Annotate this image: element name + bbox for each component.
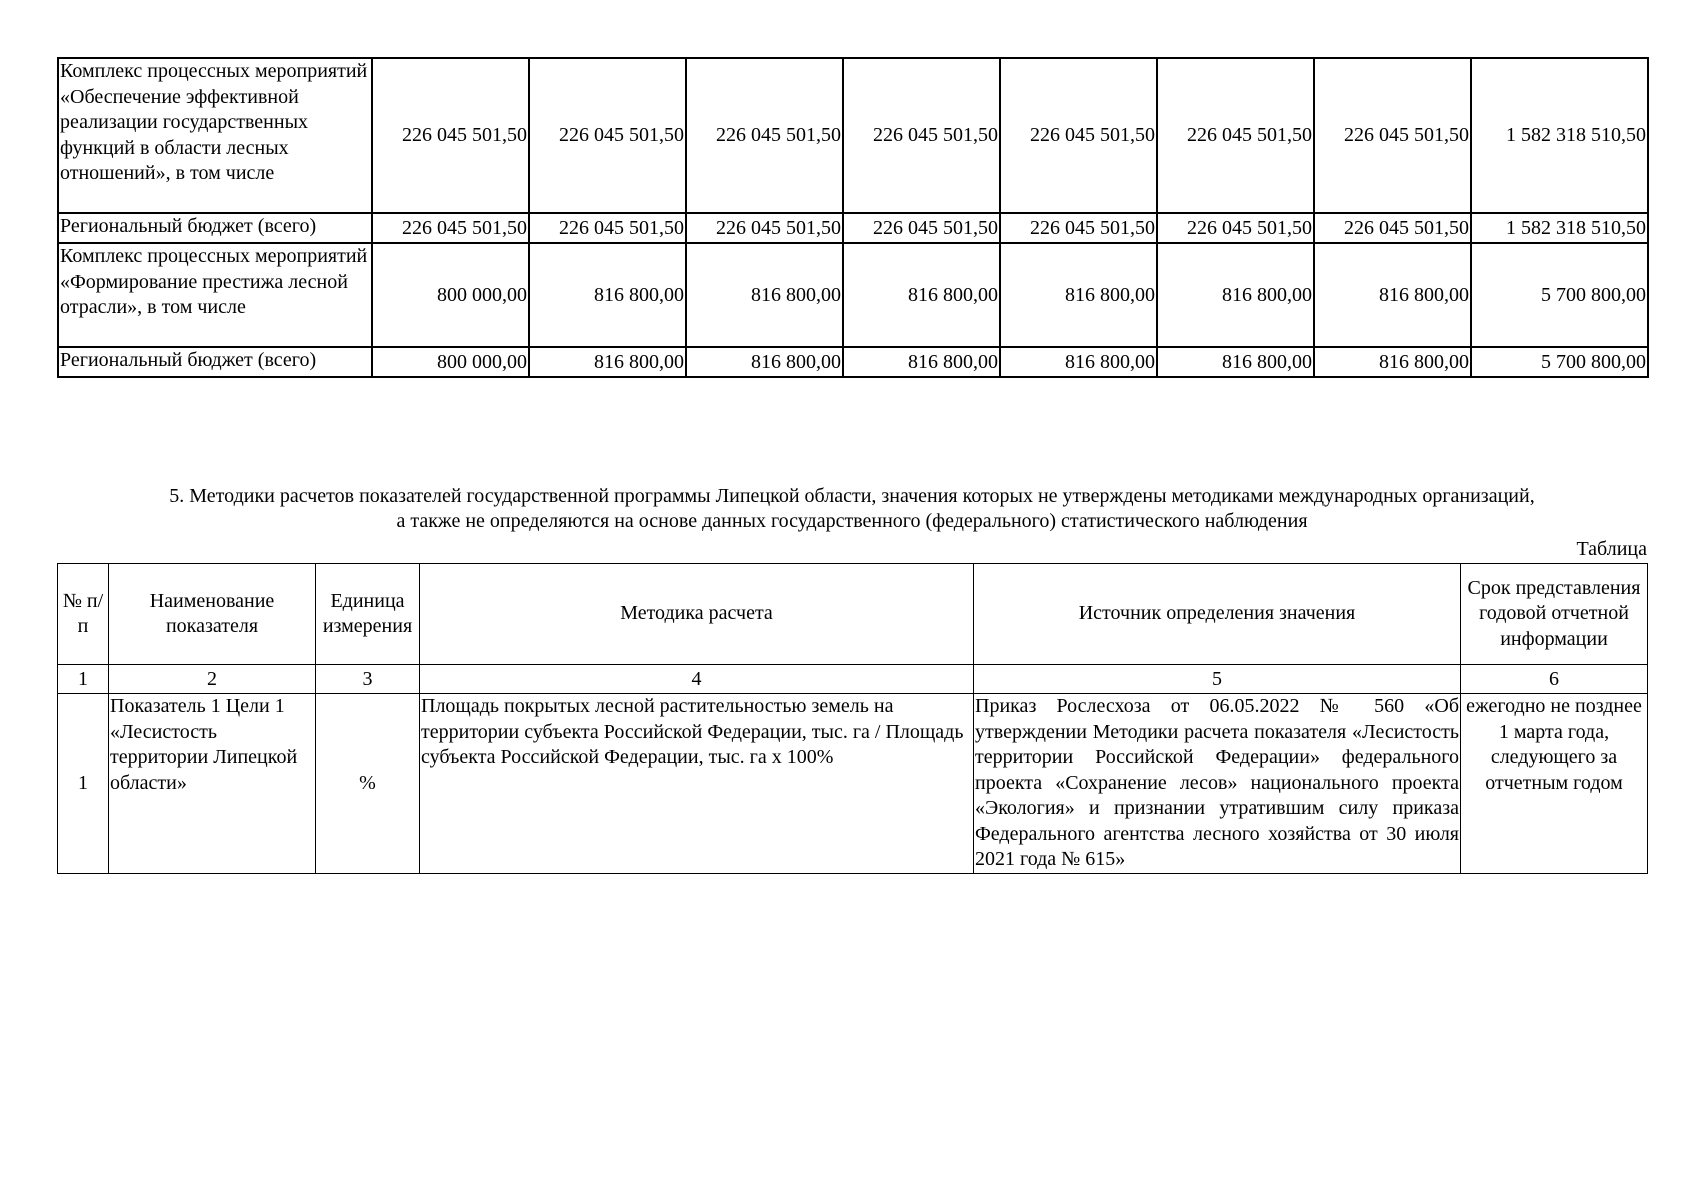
- value-cell: 226 045 501,50: [1314, 58, 1471, 213]
- column-number: 2: [109, 665, 316, 694]
- value-cell: 816 800,00: [529, 243, 686, 347]
- section-heading: [57, 484, 1647, 534]
- header-name: Наименование показателя: [109, 564, 316, 665]
- row-name: Региональный бюджет (всего): [58, 347, 372, 377]
- value-cell: 226 045 501,50: [686, 213, 843, 243]
- column-number: 4: [420, 665, 974, 694]
- value-cell: 226 045 501,50: [686, 58, 843, 213]
- value-cell: 800 000,00: [372, 347, 529, 377]
- total-cell: 1 582 318 510,50: [1471, 213, 1648, 243]
- row-name: Комплекс процессных мероприятий «Обеспечение эффективной реализации государственных функций в области лесных отношений», в том числе: [58, 58, 372, 213]
- methodology-table: [57, 563, 1648, 874]
- column-number: 5: [974, 665, 1461, 694]
- value-cell: 816 800,00: [1000, 347, 1157, 377]
- source-cell: Приказ Рослесхоза от 06.05.2022 № 560 «Об утверждении Методики расчета показателя «Лесистость территории Российской Федерации» федерального проекта «Сохранение лесов» национального проекта «Экология» и признании утратившим силу приказа Федерального агентства лесного хозяйства от 30 июля 2021 года № 615»: [974, 694, 1461, 874]
- row-name: Комплекс процессных мероприятий «Формирование престижа лесной отрасли», в том числе: [58, 243, 372, 347]
- unit-cell: %: [316, 694, 420, 874]
- header-row: [58, 564, 1648, 665]
- row-name: Региональный бюджет (всего): [58, 213, 372, 243]
- total-cell: 5 700 800,00: [1471, 347, 1648, 377]
- indicator-name: Показатель 1 Цели 1 «Лесистость территории Липецкой области»: [109, 694, 316, 874]
- header-unit: Единица измерения: [316, 564, 420, 665]
- value-cell: 816 800,00: [1157, 243, 1314, 347]
- value-cell: 816 800,00: [686, 347, 843, 377]
- value-cell: 226 045 501,50: [1314, 213, 1471, 243]
- value-cell: 816 800,00: [1157, 347, 1314, 377]
- value-cell: 816 800,00: [843, 347, 1000, 377]
- section-heading-line: а также не определяются на основе данных государственного (федерального) статистического наблюдения: [396, 510, 1308, 532]
- finance-row: [58, 347, 1648, 377]
- total-cell: 1 582 318 510,50: [1471, 58, 1648, 213]
- finance-row: [58, 213, 1648, 243]
- deadline-cell: ежегодно не позднее 1 марта года, следующего за отчетным годом: [1461, 694, 1648, 874]
- value-cell: 226 045 501,50: [843, 58, 1000, 213]
- value-cell: 226 045 501,50: [1000, 58, 1157, 213]
- value-cell: 816 800,00: [843, 243, 1000, 347]
- value-cell: 226 045 501,50: [1000, 213, 1157, 243]
- value-cell: 226 045 501,50: [372, 58, 529, 213]
- header-method: Методика расчета: [420, 564, 974, 665]
- value-cell: 226 045 501,50: [529, 213, 686, 243]
- finance-row: [58, 243, 1648, 347]
- finance-table: [57, 57, 1649, 378]
- value-cell: 226 045 501,50: [529, 58, 686, 213]
- column-number: 1: [58, 665, 109, 694]
- value-cell: 816 800,00: [1314, 243, 1471, 347]
- row-num: 1: [58, 694, 109, 874]
- value-cell: 800 000,00: [372, 243, 529, 347]
- value-cell: 816 800,00: [529, 347, 686, 377]
- value-cell: 226 045 501,50: [372, 213, 529, 243]
- value-cell: 816 800,00: [1314, 347, 1471, 377]
- value-cell: 226 045 501,50: [1157, 58, 1314, 213]
- section-heading-line: 5. Методики расчетов показателей государственной программы Липецкой области, значения которых не утверждены методиками международных организаций,: [169, 485, 1535, 507]
- total-cell: 5 700 800,00: [1471, 243, 1648, 347]
- column-numbers-row: [58, 665, 1648, 694]
- header-source: Источник определения значения: [974, 564, 1461, 665]
- header-deadline: Срок представления годовой отчетной информации: [1461, 564, 1648, 665]
- table-row: [58, 694, 1648, 874]
- column-number: 6: [1461, 665, 1648, 694]
- finance-row: [58, 58, 1648, 213]
- column-number: 3: [316, 665, 420, 694]
- value-cell: 816 800,00: [686, 243, 843, 347]
- value-cell: 226 045 501,50: [843, 213, 1000, 243]
- value-cell: 226 045 501,50: [1157, 213, 1314, 243]
- method-cell: Площадь покрытых лесной растительностью земель на территории субъекта Российской Федерации, тыс. га / Площадь субъекта Российской Федерации, тыс. га х 100%: [420, 694, 974, 874]
- table-label: Таблица: [1576, 538, 1647, 560]
- header-num: № п/п: [58, 564, 109, 665]
- value-cell: 816 800,00: [1000, 243, 1157, 347]
